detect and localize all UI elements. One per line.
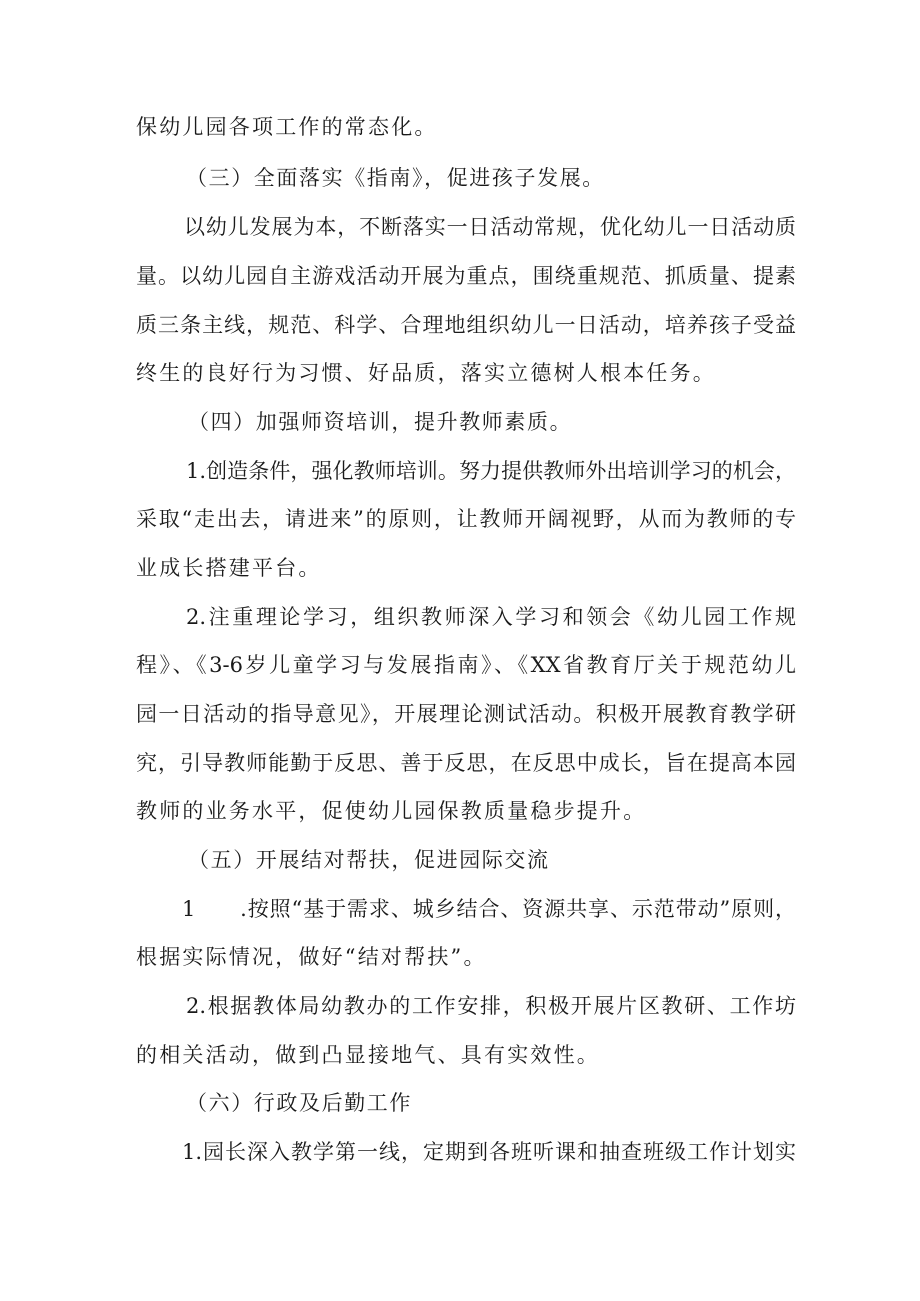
section-heading: （四）加强师资培训，提升教师素质。	[188, 410, 573, 434]
paragraph-line: 2.注重理论学习，组织教师深入学习和领会《幼儿园工作规	[186, 605, 796, 629]
paragraph-line: 究，引导教师能勤于反思、善于反思，在反思中成长，旨在提高本园	[136, 751, 796, 775]
paragraph-line: 质三条主线，规范、科学、合理地组织幼儿一日活动，培养孩子受益	[136, 313, 796, 337]
section-heading: （五）开展结对帮扶，促进园际交流	[188, 848, 550, 872]
section-heading: （三）全面落实《指南》，促进孩子发展。	[186, 166, 605, 190]
paragraph-line: 2.根据教体局幼教办的工作安排，积极开展片区教研、工作坊	[186, 994, 796, 1018]
paragraph-line: 终生的良好行为习惯、好品质，落实立德树人根本任务。	[136, 361, 716, 385]
paragraph-line: 程》、《3-6岁儿童学习与发展指南》、《XX省教育厅关于规范幼儿	[136, 653, 796, 677]
paragraph-line: 教师的业务水平，促使幼儿园保教质量稳步提升。	[136, 799, 647, 823]
paragraph-line: 园一日活动的指导意见》，开展理论测试活动。积极开展教育教学研	[136, 702, 796, 726]
paragraph-line: 的相关活动，做到凸显接地气、具有实效性。	[136, 1043, 600, 1067]
paragraph-line: 以幼儿发展为本，不断落实一日活动常规，优化幼儿一日活动质	[184, 215, 796, 239]
paragraph-line: 1 .按照“基于需求、城乡结合、资源共享、示范带动”原则，	[182, 897, 796, 921]
paragraph-line: 量。以幼儿园自主游戏活动开展为重点，围绕重规范、抓质量、提素	[136, 264, 796, 288]
paragraph-line: 采取“走出去，请进来”的原则，让教师开阔视野，从而为教师的专	[136, 507, 796, 531]
section-heading: （六）行政及后勤工作	[186, 1091, 412, 1115]
paragraph-line: 根据实际情况，做好“结对帮扶”。	[136, 945, 487, 969]
paragraph-line: 保幼儿园各项工作的常态化。	[136, 115, 438, 139]
paragraph-line: 1.创造条件，强化教师培训。努力提供教师外出培训学习的机会，	[186, 459, 796, 483]
paragraph-line: 1.园长深入教学第一线，定期到各班听课和抽查班级工作计划实	[182, 1140, 796, 1164]
paragraph-line: 业成长搭建平台。	[136, 556, 322, 580]
